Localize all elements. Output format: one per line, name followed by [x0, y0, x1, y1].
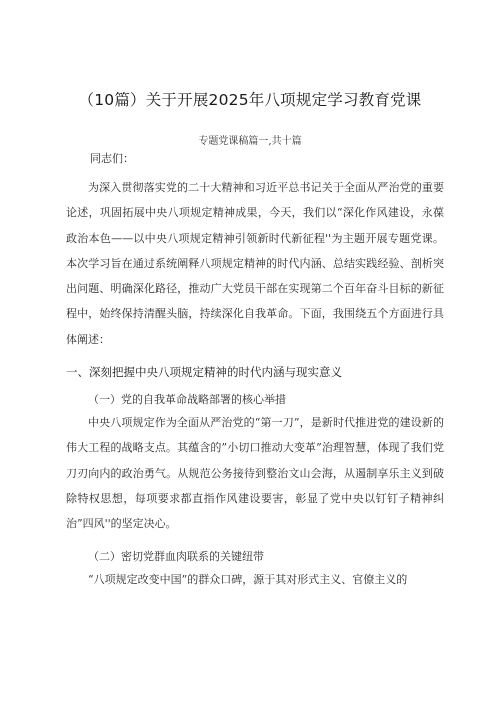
body-paragraph-2: 中央八项规定作为全面从严治党的“第一刀”，是新时代推进党的建设新的伟大工程的战略支点。其蕴含的”小切口推动大变革”治理智慧，体现了我们党刀刃向内的政治勇气。从规范公务接待到整治文山会海，从遏制享乐主义到破除特权思想，每项要求都直指作风建设要害，彰显了党中央以钉钉子精神纠治”四风''的坚定决心。 [66, 416, 444, 531]
subsection-heading-1: （一）党的自我革命战略部署的核心举措 [88, 393, 286, 406]
subsection-heading-2: （二）密切党群血肉联系的关键纽带 [88, 550, 264, 563]
section-heading-1: 一、深刻把握中央八项规定精神的时代内涵与现实意义 [66, 365, 342, 379]
body-paragraph-3: “八项规定改变中国”的群众口碑，源于其对形式主义、官僚主义的 [88, 573, 408, 586]
greeting: 同志们： [90, 152, 134, 165]
intro-paragraph: 为深入贯彻落实党的二十大精神和习近平总书记关于全面从严治党的重要论述，巩固拓展中央八项规定精神成果，今天，我们以“深化作风建设，永葆政治本色——以中央八项规定精神引领新时代新征程''为主题开展专题党课。本次学习旨在通过系统阐释八项规定精神的时代内涵、总结实践经验、剖析突出问题、明确深化路径，推动广大党员干部在实现第二个百年奋斗目标的新征程中，始终保持清醒头脑，持续深化自我革命。下面，我围绕五个方面进行具体阐述： [66, 181, 444, 346]
document-title: （10篇）关于开展2025年八项规定学习教育党课 [78, 91, 422, 109]
document-subtitle: 专题党课稿篇一,共十篇 [198, 136, 302, 147]
